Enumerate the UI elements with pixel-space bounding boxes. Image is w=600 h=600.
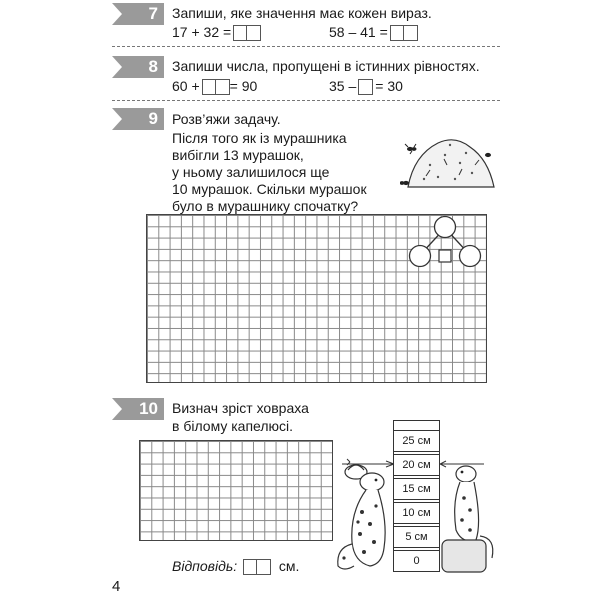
ruler-label: 0 [393,550,440,572]
task-7-expression-2 [329,24,418,41]
problem-line: 10 мурашок. Скільки мурашок [172,181,367,197]
answer-cells[interactable] [243,559,271,575]
task-8-expression-1 [172,78,257,95]
task-10-line: Визнач зріст ховраха [172,400,309,416]
task-10-answer-line [172,558,299,575]
ruler-label: 10 см [393,502,440,524]
badge-arrow [112,108,122,130]
task-7-text: Запиши, яке значення має кожен вираз. [172,5,432,21]
task-8-expr2-right: = 30 [375,78,403,94]
ruler-label: 20 см [393,454,440,476]
answer-unit: см. [278,558,300,574]
answer-cells[interactable] [390,25,418,41]
task-10-line: в білому капелюсі. [172,418,294,434]
task-8-expression-2 [329,78,403,95]
task-7-expression-1 [172,24,261,41]
answer-cell[interactable] [358,79,373,95]
problem-line: у ньому залишилося ще [172,164,330,180]
task-7-number: 7 [148,4,158,23]
task-10-number: 10 [139,399,158,418]
ruler-label: 5 см [393,526,440,548]
answer-cells[interactable] [233,25,261,41]
dashed-separator [112,100,500,101]
ruler-label: 15 см [393,478,440,500]
answer-label: Відповідь: [172,558,238,574]
gopher-illustration [440,452,500,574]
task-9-problem [172,130,367,215]
task-8-text: Запиши числа, пропущені в істинних рівностях. [172,58,480,74]
problem-line: вибігли 13 мурашок, [172,147,304,163]
task-10-answer-grid[interactable] [139,440,333,541]
badge-arrow [112,3,122,25]
ruler-label: 25 см [393,430,440,452]
anthill-illustration [400,125,500,195]
problem-line: Після того як із мурашника [172,130,347,146]
task-8-expr1-left: 60 + [172,78,200,94]
task-10-text [172,399,309,435]
badge-arrow [112,398,122,420]
gopher-white-hat-illustration [330,452,394,574]
task-9-number: 9 [148,109,158,128]
part-whole-diagram [405,214,485,270]
task-8-number: 8 [148,57,158,76]
badge-arrow [112,56,122,78]
task-7-expr2-text: 58 – 41 = [329,24,388,40]
task-7-expr1-text: 17 + 32 = [172,24,232,40]
task-8-expr2-left: 35 – [329,78,357,94]
problem-line: було в мурашнику спочатку? [172,198,359,214]
page-number: 4 [112,578,121,595]
task-8-expr1-right: = 90 [229,78,258,94]
dashed-separator [112,46,500,47]
task-9-text: Розв’яжи задачу. [172,111,281,127]
answer-cells[interactable] [202,79,230,95]
